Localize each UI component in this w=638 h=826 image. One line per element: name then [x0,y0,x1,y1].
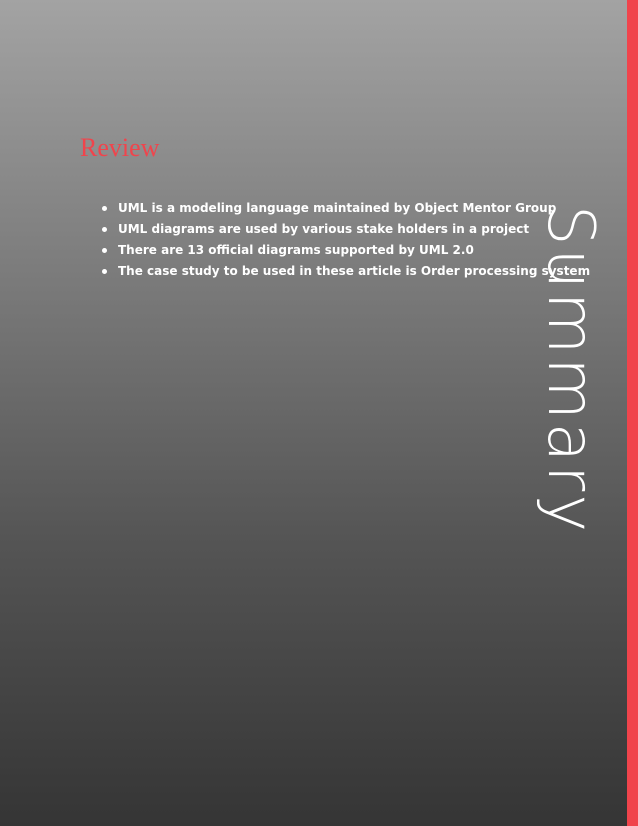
side-title: Summary [533,204,607,536]
bullet-item: The case study to be used in these article is Order processing system [100,261,540,282]
section-heading: Review [80,133,160,162]
bullet-item: There are 13 official diagrams supported by UML 2.0 [100,240,540,261]
bullet-item: UML diagrams are used by various stake holders in a project [100,219,540,240]
bullet-list [100,198,591,282]
accent-bar [627,0,638,826]
bullet-item: UML is a modeling language maintained by Object Mentor Group [100,198,540,219]
